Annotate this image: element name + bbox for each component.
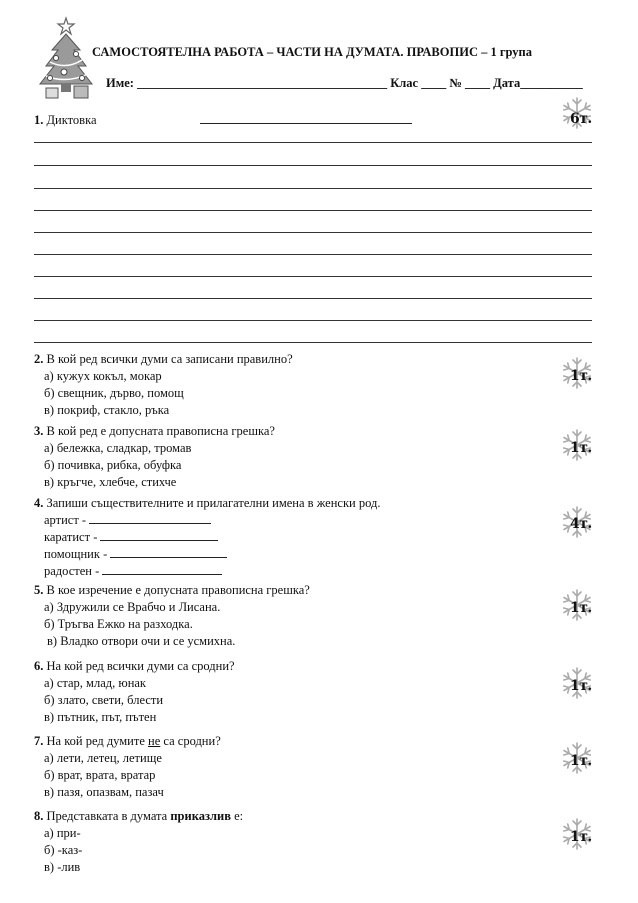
- answer-blank[interactable]: [102, 563, 222, 575]
- option-a: а) кужух кокъл, мокар: [44, 369, 162, 383]
- answer-blank[interactable]: [89, 512, 211, 524]
- fill-item: артист -: [34, 512, 380, 529]
- option-c: в) пътник, път, пътен: [44, 710, 157, 724]
- answer-blank[interactable]: [110, 546, 227, 558]
- points-label: 6т.: [570, 111, 592, 127]
- question-3: 3. В кой ред е допусната правописна грешка? а) бележка, сладкар, тромав б) почивка, рибка, обуфка в) кръгче, хлебче, стихче: [34, 424, 275, 489]
- option-c: в) -лив: [44, 860, 81, 874]
- points-label: 4т.: [570, 516, 592, 532]
- writing-line[interactable]: [34, 210, 592, 211]
- points-label: 1т.: [570, 753, 592, 769]
- dictation-title-line: [200, 112, 412, 124]
- writing-line[interactable]: [34, 188, 592, 189]
- question-1: [34, 112, 412, 128]
- fill-item: каратист -: [34, 529, 380, 546]
- points-label: 1т.: [570, 600, 592, 616]
- writing-line[interactable]: [34, 342, 592, 343]
- points-label: 1т.: [570, 440, 592, 456]
- points-label: 1т.: [570, 368, 592, 384]
- question-5: 5. В кое изречение е допусната правописна грешка? а) Здружили се Врабчо и Лисана. б) Тръгва Ежко на разходка. в) Владко отвори очи и се усмихна.: [34, 583, 310, 648]
- option-b: б) свещник, дърво, помощ: [44, 386, 184, 400]
- question-number: 1.: [34, 113, 44, 127]
- writing-line[interactable]: [34, 298, 592, 299]
- option-a: а) Здружили се Врабчо и Лисана.: [44, 600, 221, 614]
- fill-item: радостен -: [34, 563, 380, 580]
- question-6: 6. На кой ред всички думи са сродни? а) стар, млад, юнак б) злато, свети, блести в) пътник, път, пътен: [34, 659, 235, 724]
- option-b: б) врат, врата, вратар: [44, 768, 156, 782]
- question-4: 4. Запиши съществителните и прилагателни имена в женски род. артист - каратист - помощник - радостен -: [34, 496, 381, 578]
- writing-line[interactable]: [34, 165, 592, 166]
- option-b: б) почивка, рибка, обуфка: [44, 458, 182, 472]
- question-8: 8. Представката в думата приказлив е: а) при- б) -каз- в) -лив: [34, 809, 244, 874]
- question-text: Диктовка: [46, 113, 97, 127]
- question-2: 2. В кой ред всички думи са записани правилно? а) кужух кокъл, мокар б) свещник, дърво, помощ в) покриф, стакло, ръка: [34, 352, 293, 417]
- points-label: 1т.: [570, 678, 592, 694]
- writing-line[interactable]: [34, 232, 592, 233]
- writing-line[interactable]: [34, 254, 592, 255]
- writing-line[interactable]: [34, 276, 592, 277]
- question-7: 7. На кой ред думите не са сродни? а) лети, летец, летище б) врат, врата, вратар в) пазя, опазвам, пазач: [34, 734, 221, 799]
- writing-line[interactable]: [34, 320, 592, 321]
- worksheet-title: САМОСТОЯТЕЛНА РАБОТА – ЧАСТИ НА ДУМАТА. ПРАВОПИС – 1 група: [92, 45, 533, 59]
- answer-blank[interactable]: [100, 529, 218, 541]
- writing-line[interactable]: [34, 142, 592, 143]
- option-b: б) злато, свети, блести: [44, 693, 164, 707]
- option-c: в) Владко отвори очи и се усмихна.: [47, 634, 236, 648]
- option-c: в) кръгче, хлебче, стихче: [44, 475, 177, 489]
- fill-item: помощник -: [34, 546, 380, 563]
- christmas-tree-icon: [34, 14, 98, 102]
- option-c: в) покриф, стакло, ръка: [44, 403, 170, 417]
- option-b: б) Тръгва Ежко на разходка.: [44, 617, 193, 631]
- points-label: 1т.: [570, 829, 592, 845]
- student-info-row: Име: ________________________________________ Клас ____ № ____ Дата__________: [106, 76, 583, 90]
- option-a: а) бележка, сладкар, тромав: [44, 441, 192, 455]
- option-b: б) -каз-: [44, 843, 83, 857]
- option-a: а) при-: [44, 826, 81, 840]
- option-c: в) пазя, опазвам, пазач: [44, 785, 164, 799]
- option-a: а) стар, млад, юнак: [44, 676, 147, 690]
- option-a: а) лети, летец, летище: [44, 751, 162, 765]
